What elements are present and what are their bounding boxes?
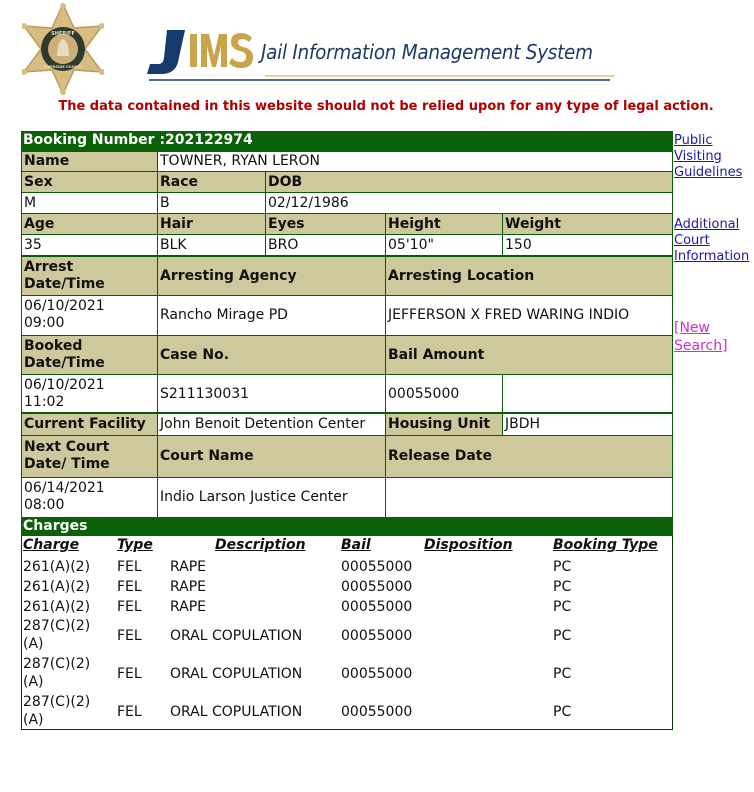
- charge-type: FEL: [117, 703, 142, 720]
- charge-type: FEL: [117, 627, 142, 644]
- charge-description: ORAL COPULATION: [170, 665, 303, 682]
- name-value: TOWNER, RYAN LERON: [157, 151, 673, 172]
- court-name-value: Indio Larson Justice Center: [157, 477, 386, 518]
- court-name-label: Court Name: [157, 435, 386, 478]
- charge-description: ORAL COPULATION: [170, 703, 303, 720]
- weight-value: 150: [502, 234, 673, 256]
- next-court-datetime-label: Next Court Date/ Time: [21, 435, 158, 478]
- charge-code: 287(C)(2) (A): [23, 694, 91, 728]
- charge-booking-type: PC: [553, 627, 572, 644]
- booked-datetime-label: Booked Date/Time: [21, 335, 158, 375]
- arrest-datetime-value: 06/10/2021 09:00: [21, 295, 158, 336]
- public-visiting-guidelines-link[interactable]: Public Visiting Guidelines: [674, 133, 743, 180]
- charge-disposition: [424, 655, 544, 693]
- charge-booking-type: PC: [553, 598, 572, 615]
- legal-disclaimer: The data contained in this website should not be relied upon for any type of legal action.: [58, 99, 714, 114]
- release-date-value: [385, 477, 673, 518]
- hair-label: Hair: [157, 213, 266, 235]
- charge-disposition: [424, 597, 544, 617]
- charge-booking-type: PC: [553, 578, 572, 595]
- weight-label: Weight: [502, 213, 673, 235]
- bail-amount-empty: [502, 374, 673, 414]
- charges-col-description: Description: [215, 537, 306, 553]
- charge-booking-type: PC: [553, 665, 572, 682]
- dob-value: 02/12/1986: [265, 192, 673, 214]
- badge-text-bottom: RIVERSIDE COUNTY: [43, 65, 83, 69]
- badge-text-top: SHERIFF: [51, 31, 75, 37]
- charge-type: FEL: [117, 558, 142, 575]
- charge-bail: 00055000: [341, 665, 413, 682]
- race-value: B: [157, 192, 266, 214]
- bail-amount-label: Bail Amount: [385, 335, 673, 375]
- booked-datetime-value: 06/10/2021 11:02: [21, 374, 158, 414]
- charges-header: Charges: [21, 517, 673, 536]
- charge-bail: 00055000: [341, 598, 413, 615]
- sex-value: M: [21, 192, 158, 214]
- app-title: Jail Information Management System: [261, 40, 593, 64]
- charge-description: RAPE: [170, 578, 207, 595]
- housing-unit-value: JBDH: [502, 413, 673, 436]
- current-facility-value: John Benoit Detention Center: [157, 413, 386, 436]
- new-search-link[interactable]: [New Search]: [674, 320, 728, 354]
- name-label: Name: [21, 151, 158, 172]
- sheriff-badge-logo: [22, 2, 104, 96]
- age-label: Age: [21, 213, 158, 235]
- charges-col-type: Type: [117, 537, 153, 553]
- booking-number-header: Booking Number :202122974: [21, 131, 673, 151]
- additional-court-information-link[interactable]: Additional Court Information: [674, 217, 750, 264]
- charge-disposition: [424, 577, 544, 597]
- charges-col-booking-type: Booking Type: [553, 537, 658, 553]
- release-date-label: Release Date: [385, 435, 673, 478]
- charge-description: RAPE: [170, 558, 207, 575]
- charge-code: 287(C)(2) (A): [23, 618, 91, 652]
- housing-unit-label: Housing Unit: [385, 413, 503, 436]
- case-no-label: Case No.: [157, 335, 386, 375]
- charges-col-bail: Bail: [341, 537, 371, 553]
- arresting-location-label: Arresting Location: [385, 256, 673, 296]
- charge-bail: 00055000: [341, 703, 413, 720]
- charge-code: 261(A)(2): [23, 578, 91, 595]
- charge-disposition: [424, 693, 544, 731]
- charge-description: RAPE: [170, 598, 207, 615]
- bail-amount-value: 00055000: [385, 374, 503, 414]
- eyes-value: BRO: [265, 234, 386, 256]
- charge-disposition: [424, 617, 544, 655]
- arresting-location-value: JEFFERSON X FRED WARING INDIO: [385, 295, 673, 336]
- next-court-datetime-value: 06/14/2021 08:00: [21, 477, 158, 518]
- charge-description: ORAL COPULATION: [170, 627, 303, 644]
- height-label: Height: [385, 213, 503, 235]
- sex-label: Sex: [21, 171, 158, 193]
- case-no-value: S211130031: [157, 374, 386, 414]
- charge-booking-type: PC: [553, 558, 572, 575]
- current-facility-label: Current Facility: [21, 413, 158, 436]
- arresting-agency-value: Rancho Mirage PD: [157, 295, 386, 336]
- eyes-label: Eyes: [265, 213, 386, 235]
- charge-bail: 00055000: [341, 627, 413, 644]
- charge-code: 287(C)(2) (A): [23, 656, 91, 690]
- charge-disposition: [424, 557, 544, 577]
- charge-bail: 00055000: [341, 578, 413, 595]
- charge-type: FEL: [117, 598, 142, 615]
- charge-booking-type: PC: [553, 703, 572, 720]
- charge-bail: 00055000: [341, 558, 413, 575]
- charge-code: 261(A)(2): [23, 598, 91, 615]
- charge-code: 261(A)(2): [23, 558, 91, 575]
- hair-value: BLK: [157, 234, 266, 256]
- race-label: Race: [157, 171, 266, 193]
- height-value: 05'10": [385, 234, 503, 256]
- charges-col-disposition: Disposition: [424, 537, 513, 553]
- charge-type: FEL: [117, 665, 142, 682]
- arresting-agency-label: Arresting Agency: [157, 256, 386, 296]
- dob-label: DOB: [265, 171, 673, 193]
- age-value: 35: [21, 234, 158, 256]
- charges-col-charge: Charge: [23, 537, 80, 553]
- charge-type: FEL: [117, 578, 142, 595]
- arrest-datetime-label: Arrest Date/Time: [21, 256, 158, 296]
